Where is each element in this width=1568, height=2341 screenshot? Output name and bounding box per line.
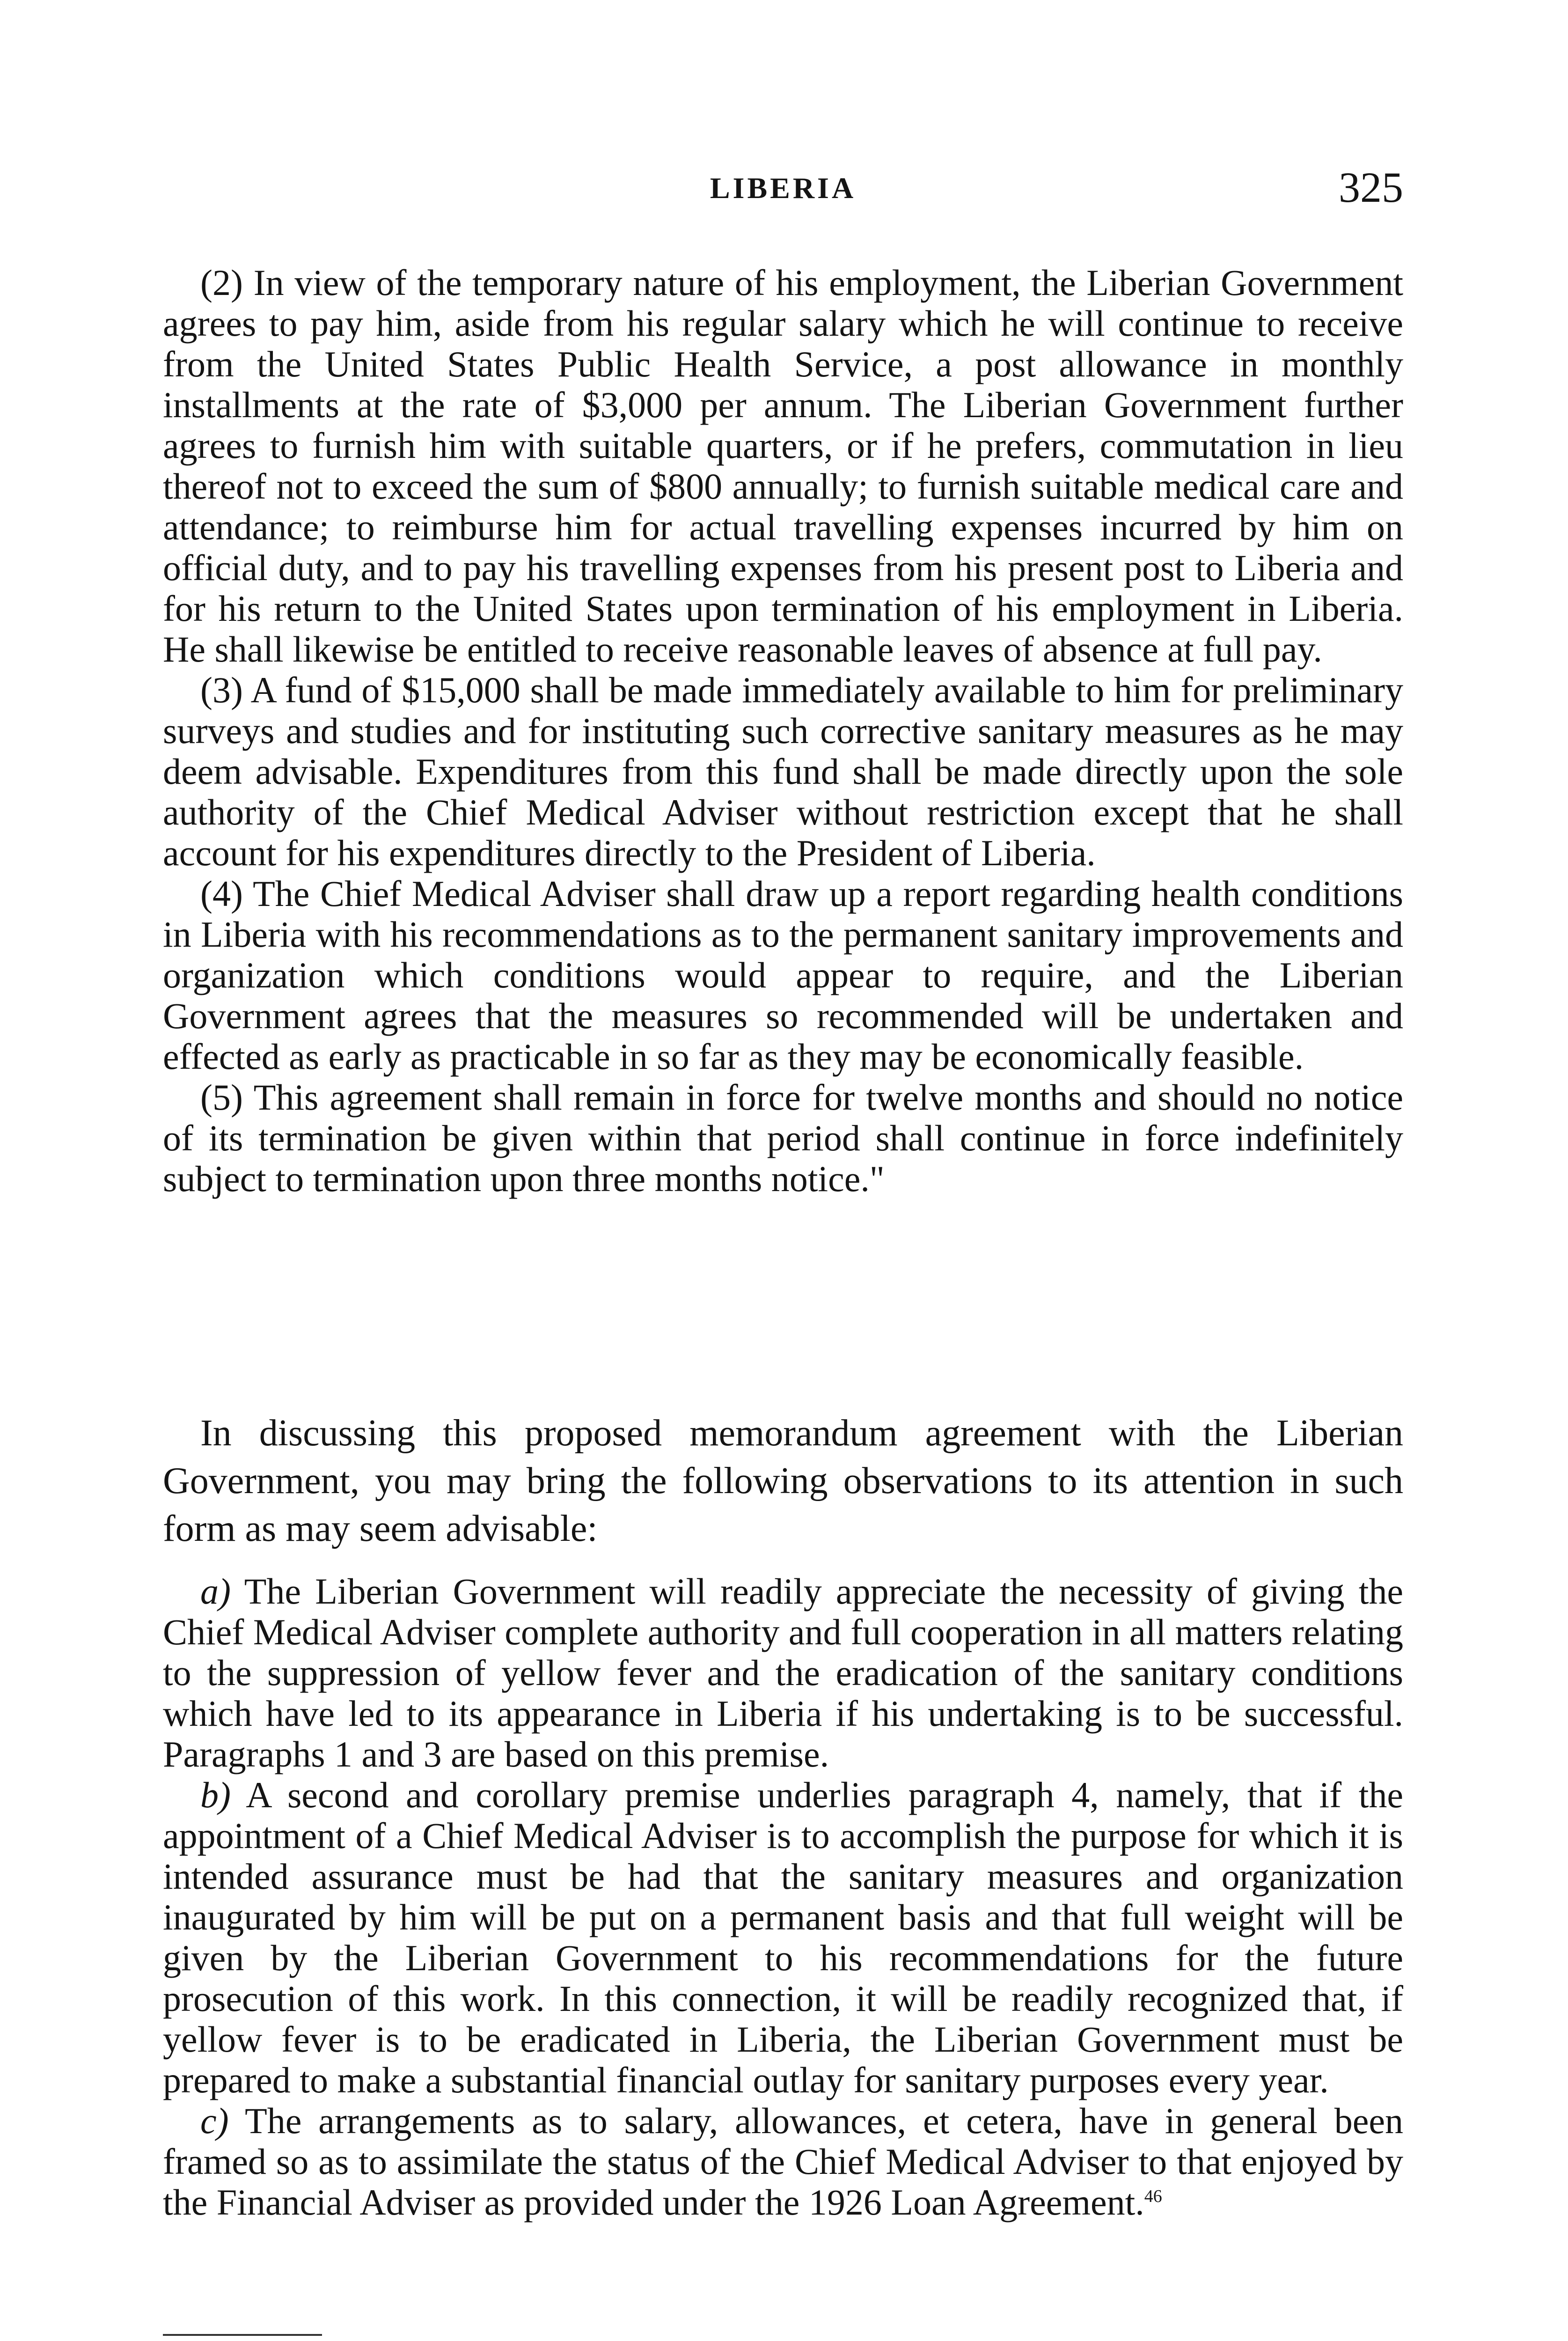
observation-label: a) [200, 1571, 231, 1612]
observation-c [163, 2100, 1403, 2223]
footnote-reference: 46 [1144, 2186, 1162, 2206]
footnote-divider [163, 2334, 322, 2336]
quoted-paragraph-5: (5) This agreement shall remain in force for twelve months and should no notice of its termination be given within that period shall continue in force indefinitely subject to termination upon three months notice." [163, 1077, 1403, 1199]
observation-a [163, 1571, 1403, 1774]
discussion-section [163, 1409, 1403, 1553]
observation-text: The Liberian Government will readily appreciate the necessity of giving the Chief Medical Adviser complete authority and full cooperation in all matters relating to the suppression of yellow fever and the eradication of the sanitary conditions which have led to its appearance in Liberia if his undertaking is to be successful. Paragraphs 1 and 3 are based on this premise. [163, 1571, 1403, 1774]
observation-b [163, 1774, 1403, 2100]
observations-list [163, 1571, 1403, 2223]
quoted-agreement-text [163, 262, 1403, 1199]
page-header [163, 163, 1403, 213]
discussion-paragraph: In discussing this proposed memorandum agreement with the Liberian Government, you may bring the following observations to its attention in such form as may seem advisable: [163, 1413, 1403, 1549]
observation-label: b) [200, 1774, 231, 1815]
quoted-paragraph-3: (3) A fund of $15,000 shall be made immediately available to him for preliminary surveys and studies and for instituting such corrective sanitary measures as he may deem advisable. Expenditures from this fund shall be made directly upon the sole authority of the Chief Medical Adviser without restriction except that he shall account for his expenditures directly to the President of Liberia. [163, 670, 1403, 873]
observation-label: c) [200, 2100, 229, 2141]
page-number: 325 [1339, 163, 1403, 211]
observation-text: The arrangements as to salary, allowances, et cetera, have in general been framed so as to assimilate the status of the Chief Medical Adviser to that enjoyed by the Financial Adviser as provided under the 1926 Loan Agreement. [163, 2100, 1403, 2223]
quoted-paragraph-4: (4) The Chief Medical Adviser shall draw up a report regarding health conditions in Liberia with his recommendations as to the permanent sanitary improvements and organization which conditions would appear to require, and the Liberian Government agrees that the measures so recommended will be undertaken and effected as early as practicable in so far as they may be economically feasible. [163, 873, 1403, 1077]
observation-text: A second and corollary premise underlies paragraph 4, namely, that if the appointment of a Chief Medical Adviser is to accomplish the purpose for which it is intended assurance must be had that the sanitary measures and organization inaugurated by him will be put on a permanent basis and that full weight will be given by the Liberian Government to his recommendations for the future prosecution of this work. In this connection, it will be readily recognized that, if yellow fever is to be eradicated in Liberia, the Liberian Government must be prepared to make a substantial financial outlay for sanitary purposes every year. [163, 1774, 1403, 2100]
running-head: LIBERIA [710, 171, 857, 205]
quoted-paragraph-2: (2) In view of the temporary nature of his employment, the Liberian Government agrees to pay him, aside from his regular salary which he will continue to receive from the United States Public Health Service, a post allowance in monthly installments at the rate of $3,000 per annum. The Liberian Government further agrees to furnish him with suitable quarters, or if he prefers, commutation in lieu thereof not to exceed the sum of $800 annually; to furnish suitable medical care and attendance; to reimburse him for actual travelling expenses incurred by him on official duty, and to pay his travelling expenses from his present post to Liberia and for his return to the United States upon termination of his employment in Liberia. He shall likewise be entitled to receive reasonable leaves of absence at full pay. [163, 262, 1403, 670]
